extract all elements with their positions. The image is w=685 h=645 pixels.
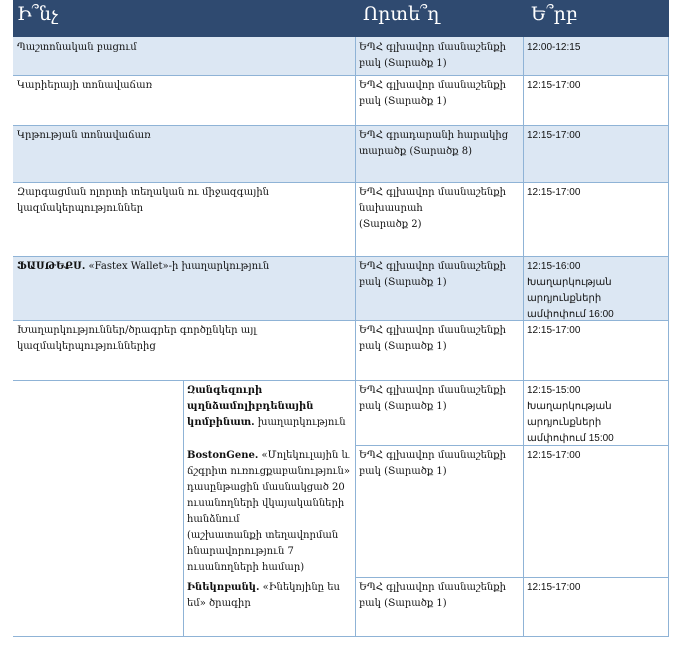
table-right-border (668, 37, 669, 636)
cell-when: 12:00-12:15 (527, 42, 581, 53)
header-when: Ե՞րբ (531, 3, 578, 25)
table-subrow (13, 380, 669, 445)
cell-when: 12:15-17:00 (527, 187, 581, 198)
cell-where: ԵՊՀ գլխավոր մասնաշենքի բակ (Տարածք 1) (359, 42, 506, 69)
column-divider (183, 380, 184, 636)
table-row (13, 256, 669, 320)
row-divider (13, 320, 669, 321)
cell-when: 12:15-17:00 (527, 450, 581, 461)
row-divider (13, 75, 669, 76)
table-subrow (13, 577, 669, 636)
table-subrow (13, 445, 669, 577)
org-name: ՖԱՍԹԵՔՍ. (17, 261, 86, 272)
org-name: Զանգեզուրի պղնձամոլիբդենային կոմբինատ. (187, 385, 314, 428)
cell-where: ԵՊՀ գլխավոր մասնաշենքի բակ (Տարածք 1) (359, 450, 506, 477)
cell-where: ԵՊՀ գրադարանի հարակից տարածք (Տարածք 8) (359, 130, 509, 157)
cell-when: 12:15-17:00 (527, 325, 581, 336)
cell-what: Զարգացման ոլորտի տեղական ու միջազգային կազմակերպություններ (17, 187, 270, 214)
cell-where: ԵՊՀ գլխավոր մասնաշենքի բակ (Տարածք 1) (359, 325, 506, 352)
event-text: «Մոլեկուլային և ճշգրիտ ուռուցքաբանություն» դասընթացին մասնակցած 20 ուսանողների վկայականների հանձնում (աշխատանքի տեղավորման հնարավորություն 7 ուսանողների համար) (187, 450, 350, 573)
cell-what: Խաղարկություններ/ծրագրեր գործընկեր այլ կազմակերպություններից (17, 325, 257, 352)
column-divider (355, 37, 356, 636)
cell-what (13, 256, 355, 320)
cell-where: ԵՊՀ գլխավոր մասնաշենքի բակ (Տարածք 1) (359, 385, 506, 412)
cell-what: Պաշտոնական բացում (17, 42, 137, 53)
event-text: «Ինեկոյինը ես եմ» ծրագիր (187, 582, 340, 609)
row-divider (13, 125, 669, 126)
cell-what (183, 445, 355, 577)
cell-where: ԵՊՀ գլխավոր մասնաշենքի բակ (Տարածք 1) (359, 582, 506, 609)
row-divider (355, 577, 669, 578)
event-text: խաղարկություն (254, 417, 346, 428)
cell-where: ԵՊՀ գլխավոր մասնաշենքի նախասրահ (Տարածք 2) (359, 187, 506, 230)
cell-what (183, 380, 355, 445)
cell-what: Կարիերայի տոնավաճառ (17, 80, 153, 91)
cell-where: ԵՊՀ գլխավոր մասնաշենքի բակ (Տարածք 1) (359, 261, 506, 288)
table-bottom-border (13, 636, 669, 637)
cell-when: 12:15-17:00 (527, 80, 581, 91)
org-name: BostonGene. (187, 450, 259, 461)
cell-what (183, 577, 355, 636)
event-text: «Fastex Wallet»-ի խաղարկություն (85, 261, 270, 272)
table-row (13, 182, 669, 256)
row-divider (13, 256, 669, 257)
table-header (13, 0, 669, 37)
cell-when: 12:15-17:00 (527, 130, 581, 141)
cell-when: 12:15-16:00 Խաղարկության արդյունքների ամփոփում 16:00 (527, 261, 614, 320)
cell-when: 12:15-15:00 Խաղարկության արդյունքների ամփոփում 15:00 (527, 385, 614, 444)
table-row (13, 75, 669, 125)
row-divider (355, 445, 669, 446)
column-divider (523, 37, 524, 636)
header-where: Որտե՞ղ (363, 3, 440, 25)
header-what: Ի՞նչ (17, 3, 59, 25)
cell-where: ԵՊՀ գլխավոր մասնաշենքի բակ (Տարածք 1) (359, 80, 506, 107)
row-divider (13, 182, 669, 183)
table-row (13, 37, 669, 75)
org-name: Ինեկոբանկ. (187, 582, 260, 593)
cell-when: 12:15-17:00 (527, 582, 581, 593)
cell-what: Կրթության տոնավաճառ (17, 130, 151, 141)
table-row (13, 320, 669, 380)
table-row (13, 125, 669, 182)
row-divider (13, 380, 669, 381)
